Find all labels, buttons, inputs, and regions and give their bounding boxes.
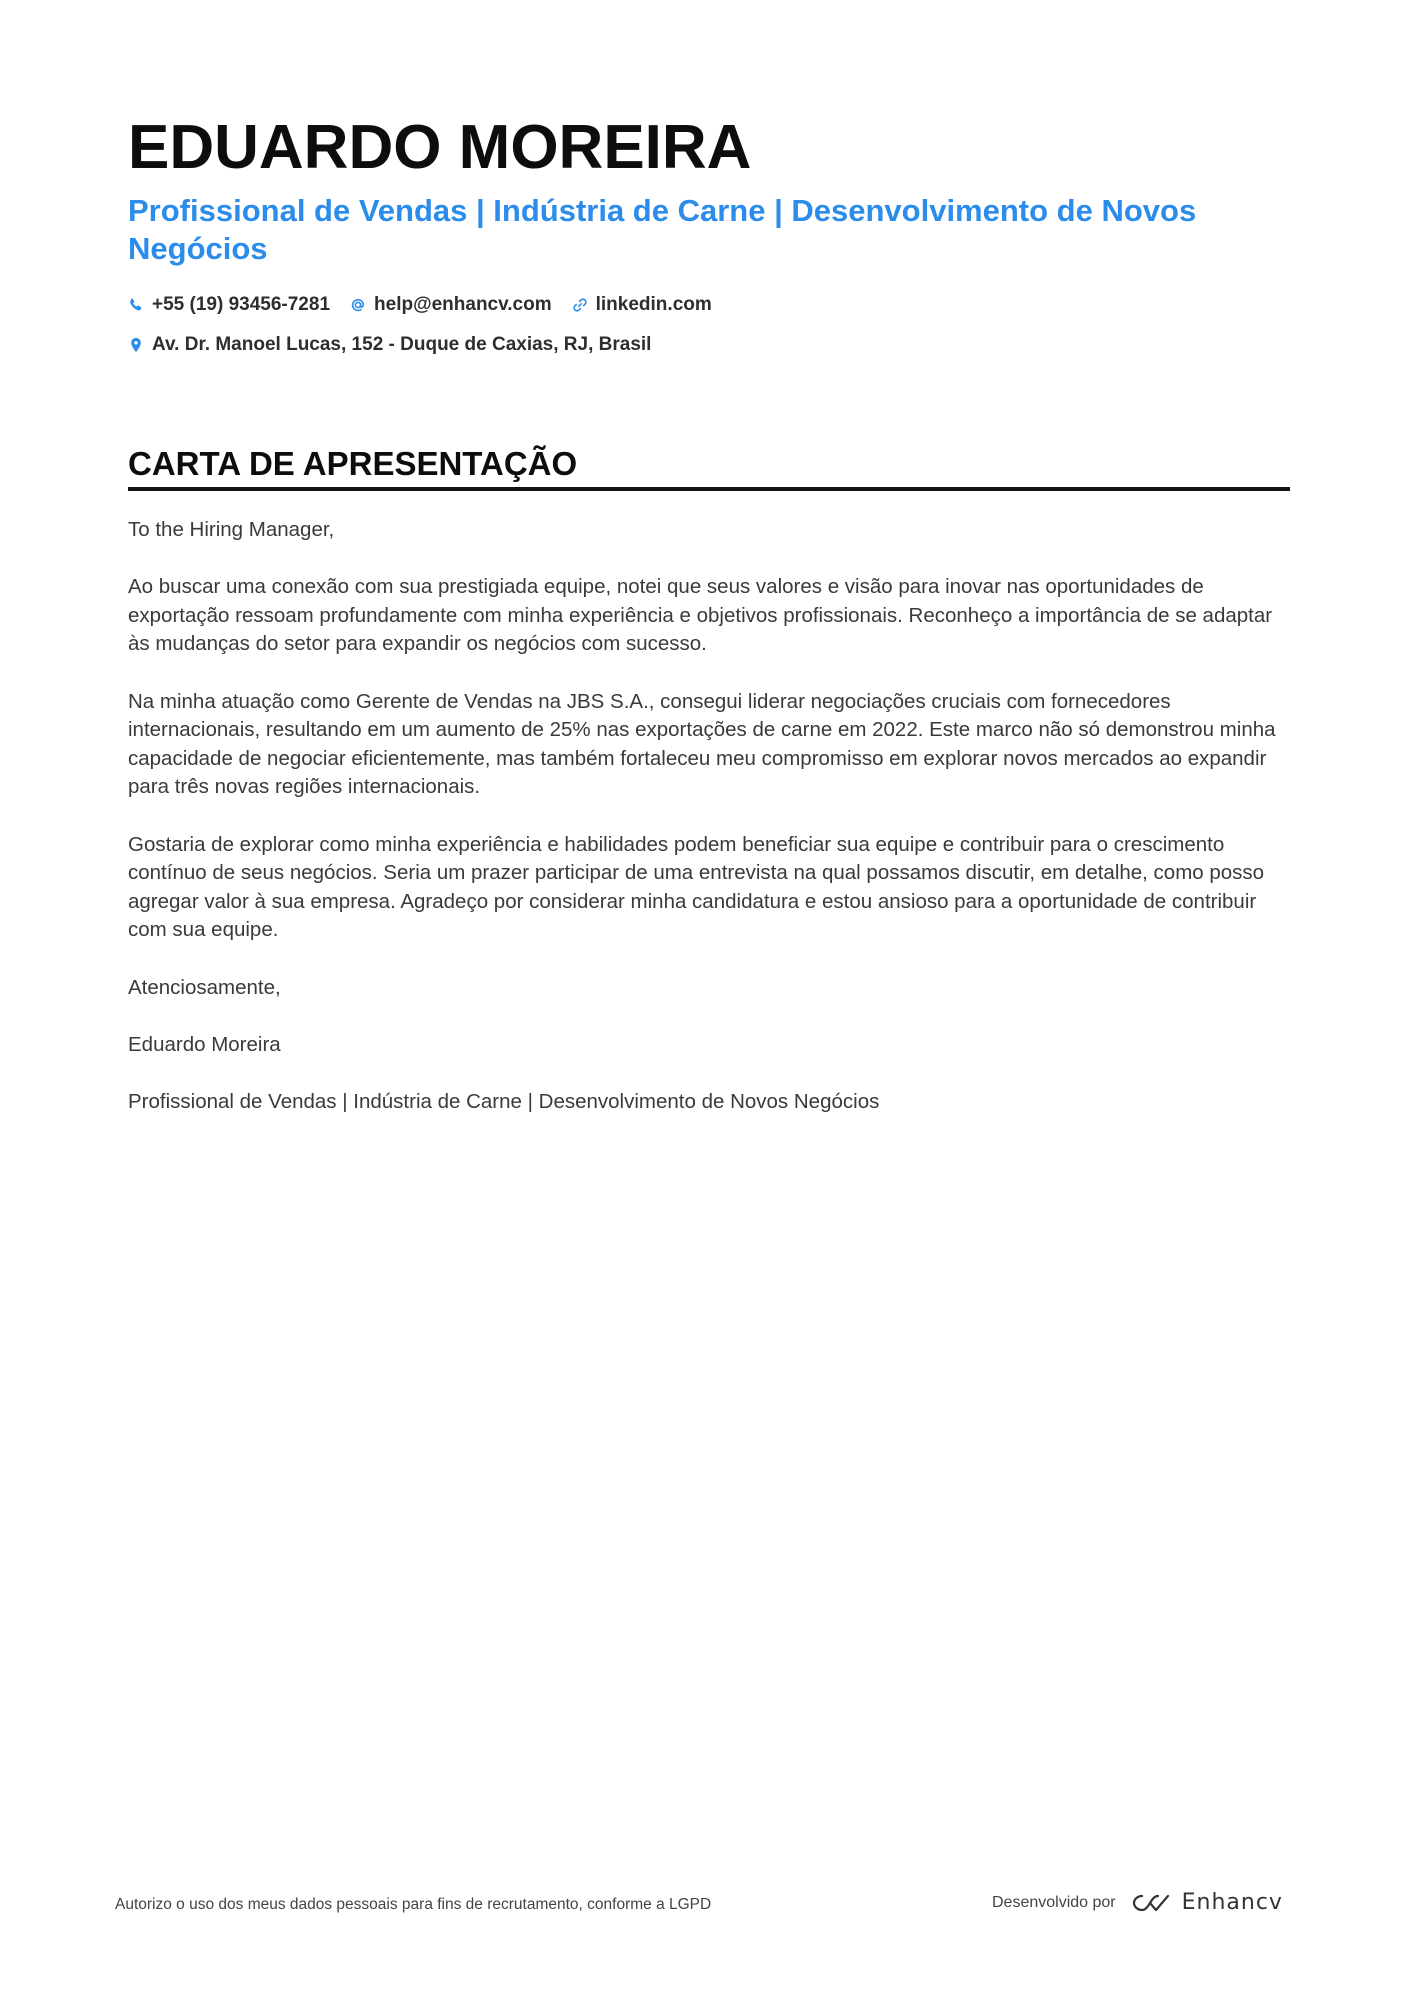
letter-paragraph: Na minha atuação como Gerente de Vendas na JBS S.A., consegui liderar negociações cruciais com fornecedores internacionais, resultando em um aumento de 25% nas exportações de carne em 2022. Este marco não só demonstrou minha capacidade de negociar eficientemente, mas também fortaleceu meu compromisso em explorar novos mercados ao expandir para três novas regiões internacionais.: [128, 689, 1276, 799]
signature-name: Eduardo Moreira: [128, 1032, 281, 1056]
letter-paragraph: Gostaria de explorar como minha experiência e habilidades podem beneficiar sua equipe e contribuir para o crescimento contínuo de seus negócios. Seria um prazer participar de uma entrevista na qual possamos discutir, em detalhe, como posso agregar valor à sua empresa. Agradeço por considerar minha candidatura e estou ansioso para a oportunidade de contribuir com sua equipe.: [128, 832, 1265, 942]
candidate-headline: Profissional de Vendas | Indústria de Carne | Desenvolvimento de Novos Negócios: [128, 193, 1197, 266]
letter-paragraph: Ao buscar uma conexão com sua prestigiada equipe, notei que seus valores e visão para inovar nas oportunidades de exportação ressoam profundamente com minha experiência e objetivos profissionais. Reconheço a importância de se adaptar às mudanças do setor para expandir os negócios com sucesso.: [128, 575, 1273, 656]
contact-row-address: [128, 332, 1290, 358]
enhancv-logo-icon: [1128, 1891, 1172, 1915]
link-text: linkedin.com: [595, 294, 712, 315]
section-divider: [128, 487, 1290, 491]
candidate-name: EDUARDO MOREIRA: [128, 113, 752, 182]
contact-info: [128, 292, 1290, 372]
powered-by[interactable]: [992, 1890, 1283, 1915]
section-title: CARTA DE APRESENTAÇÃO: [128, 445, 578, 482]
letter-greeting: To the Hiring Manager,: [128, 518, 335, 541]
contact-row-primary: [128, 292, 1290, 318]
email-text: help@enhancv.com: [374, 294, 552, 315]
contact-link[interactable]: [572, 294, 712, 316]
at-icon: [350, 297, 366, 313]
contact-phone[interactable]: [128, 294, 330, 316]
link-icon: [572, 297, 588, 313]
letter-body: [128, 516, 1290, 1145]
signature-title: Profissional de Vendas | Indústria de Carne | Desenvolvimento de Novos Negócios: [128, 1089, 880, 1113]
powered-by-label: Desenvolvido por: [992, 1893, 1116, 1911]
lgpd-consent-note: Autorizo o uso dos meus dados pessoais para fins de recrutamento, conforme a LGPD: [115, 1896, 712, 1913]
contact-address: [128, 334, 651, 356]
contact-email[interactable]: [350, 294, 552, 316]
letter-closing: Atenciosamente,: [128, 975, 281, 999]
phone-text: +55 (19) 93456-7281: [152, 294, 331, 315]
address-text: Av. Dr. Manoel Lucas, 152 - Duque de Caxias, RJ, Brasil: [152, 334, 652, 355]
phone-icon: [128, 297, 144, 313]
brand-name: Enhancv: [1181, 1890, 1283, 1915]
location-pin-icon: [128, 337, 144, 353]
